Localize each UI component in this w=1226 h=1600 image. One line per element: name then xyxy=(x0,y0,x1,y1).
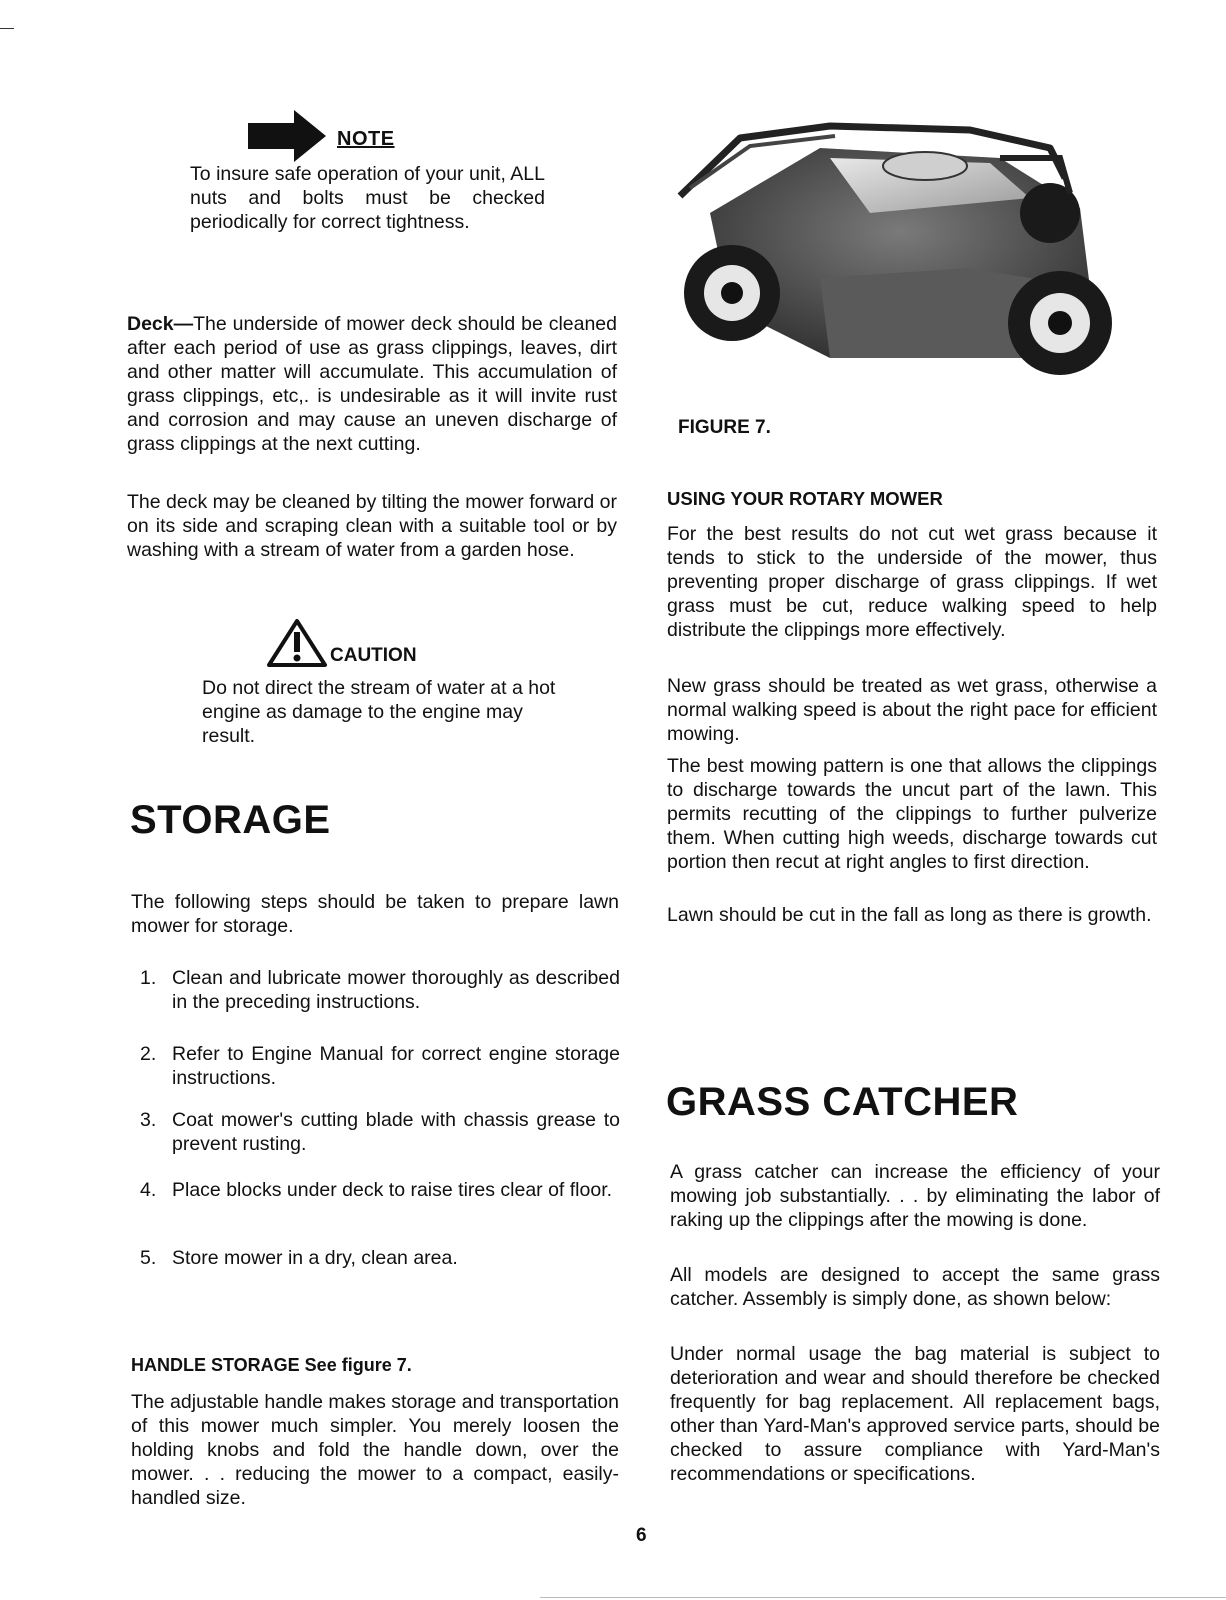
deck-lead: Deck xyxy=(127,313,174,335)
warning-triangle-icon xyxy=(266,618,328,668)
list-item xyxy=(140,1246,620,1270)
handle-storage-text: The adjustable handle makes storage and transportation of this mower much simpler. You merely loosen the holding knobs and fold the handle down, over the mower. . . reducing the mower to a compact, easily-handled size. xyxy=(131,1391,619,1509)
list-item xyxy=(140,1108,620,1156)
grass-catcher-paragraph-efficiency: A grass catcher can increase the efficiency of your mowing job substantially. . . by eliminating the labor of raking up the clippings after the mowing is done. xyxy=(670,1161,1160,1231)
deck-dash: — xyxy=(173,313,194,335)
grass-catcher-paragraph-assembly: All models are designed to accept the same grass catcher. Assembly is simply done, as shown below: xyxy=(670,1264,1160,1310)
grass-catcher-paragraph-bag: Under normal usage the bag material is subject to deterioration and wear and should therefore be checked frequently for bag replacement. All replacement bags, other than Yard-Man's approved service parts, should be checked to assure compliance with Yard-Man's recommendations or specifications. xyxy=(670,1343,1160,1485)
step-number: 1. xyxy=(140,967,157,989)
rotary-paragraph-new-grass: New grass should be treated as wet grass, otherwise a normal walking speed is about the right pace for efficient mowing. xyxy=(667,675,1157,745)
rotary-paragraph-wet-grass: For the best results do not cut wet grass because it tends to stick to the underside of the mower, thus preventing proper discharge of grass clippings. If wet grass must be cut, reduce walking speed to help distribute the clippings more effectively. xyxy=(667,523,1157,641)
step-text: Store mower in a dry, clean area. xyxy=(172,1247,458,1269)
step-number: 2. xyxy=(140,1043,157,1065)
step-number: 5. xyxy=(140,1247,157,1269)
deck-cleaning-paragraph: The deck may be cleaned by tilting the mower forward or on its side and scraping clean with a suitable tool or by washing with a stream of water from a garden hose. xyxy=(127,491,617,561)
storage-intro: The following steps should be taken to prepare lawn mower for storage. xyxy=(131,891,619,937)
grass-catcher-heading: GRASS CATCHER xyxy=(666,1080,1019,1124)
arrow-right-icon xyxy=(248,110,326,162)
caution-label: CAUTION xyxy=(330,645,417,666)
rotary-mower-heading: USING YOUR ROTARY MOWER xyxy=(667,488,943,509)
deck-paragraph xyxy=(127,312,617,456)
figure-caption: FIGURE 7. xyxy=(678,417,771,438)
storage-heading: STORAGE xyxy=(130,798,331,842)
rotary-paragraph-fall: Lawn should be cut in the fall as long as there is growth. xyxy=(667,904,1152,926)
page-number: 6 xyxy=(636,1525,647,1546)
list-item xyxy=(140,1178,620,1202)
deck-text: The underside of mower deck should be cleaned after each period of use as grass clippings, leaves, dirt and other matter will accumulate. This accumulation of grass clippings, etc,. is undesirable as it will invite rust and corrosion and may cause an uneven discharge of grass clippings at the next cutting. xyxy=(127,313,617,455)
list-item xyxy=(140,966,620,1014)
step-text: Clean and lubricate mower thoroughly as described in the preceding instructions. xyxy=(172,967,620,1013)
bottom-rule xyxy=(540,1597,1226,1598)
step-number: 3. xyxy=(140,1109,157,1131)
step-text: Refer to Engine Manual for correct engine storage instructions. xyxy=(172,1043,620,1089)
note-label: NOTE xyxy=(337,128,395,150)
note-text: To insure safe operation of your unit, ALL nuts and bolts must be checked periodically for correct tightness. xyxy=(190,163,545,233)
handle-storage-heading: HANDLE STORAGE See figure 7. xyxy=(131,1355,412,1375)
step-text: Coat mower's cutting blade with chassis grease to prevent rusting. xyxy=(172,1109,620,1155)
mower-illustration xyxy=(670,118,1160,383)
rotary-paragraph-pattern: The best mowing pattern is one that allows the clippings to discharge towards the uncut part of the lawn. This permits recutting of the clippings to further pulverize them. When cutting high weeds, discharge towards cut portion then recut at right angles to first direction. xyxy=(667,755,1157,873)
caution-text: Do not direct the stream of water at a hot engine as damage to the engine may result. xyxy=(202,677,556,747)
step-text: Place blocks under deck to raise tires clear of floor. xyxy=(172,1179,613,1201)
step-number: 4. xyxy=(140,1179,157,1201)
list-item xyxy=(140,1042,620,1090)
corner-mark xyxy=(0,28,14,29)
